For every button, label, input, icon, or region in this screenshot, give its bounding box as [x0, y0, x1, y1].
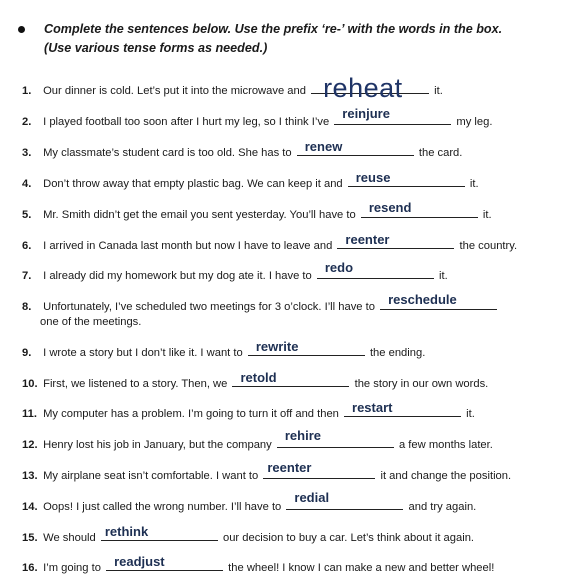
instructions-text [44, 20, 563, 58]
question-text-after: it. [438, 270, 448, 282]
question-text-after: and try again. [408, 501, 477, 513]
question-10 [22, 370, 562, 392]
instructions-line-2: (Use various tense forms as needed.) [44, 41, 268, 55]
handwritten-answer: rehire [284, 428, 321, 443]
handwritten-answer: reinjure [342, 106, 390, 121]
handwritten-answer: reenter [267, 460, 312, 475]
question-number: 4. [22, 178, 32, 190]
question-11 [22, 400, 562, 422]
question-text-before: Mr. Smith didn’t get the email you sent yesterday. You’ll have to [43, 209, 356, 221]
question-text-before: I arrived in Canada last month but now I have to leave and [43, 240, 333, 252]
question-13 [22, 460, 562, 484]
question-number: 5. [22, 209, 32, 221]
question-text-after: the wheel! I know I can make a new and better wheel! [228, 562, 495, 574]
question-text-after: the country. [459, 240, 518, 252]
handwritten-answer: reuse [355, 170, 391, 185]
instructions-line-1: Complete the sentences below. Use the prefix ‘re-’ with the words in the box. [44, 22, 503, 36]
question-text-before: I played football too soon after I hurt my leg, so I think I’ve [43, 116, 330, 128]
question-4 [22, 170, 562, 192]
question-text-before: Unfortunately, I’ve scheduled two meetings for 3 o’clock. I’ll have to [43, 301, 375, 313]
handwritten-answer: retold [240, 370, 277, 385]
question-number: 13. [22, 470, 38, 482]
answer-blank[interactable] [348, 170, 465, 187]
question-text-after: it. [434, 85, 443, 97]
question-16 [22, 554, 562, 576]
handwritten-answer: reschedule [388, 292, 457, 307]
question-3 [22, 139, 562, 161]
handwritten-answer: reheat [323, 73, 403, 103]
question-text-after: it. [466, 408, 475, 420]
question-number: 8. [22, 301, 32, 313]
question-number: 9. [22, 347, 32, 359]
question-number: 14. [22, 501, 38, 513]
handwritten-answer: resend [368, 200, 412, 215]
question-6 [22, 232, 562, 254]
answer-blank[interactable] [248, 339, 365, 356]
answer-blank[interactable] [361, 200, 478, 218]
question-8 [22, 292, 562, 330]
question-text-before: I’m going to [43, 562, 101, 574]
bullet-icon [18, 26, 25, 33]
question-text-before: Henry lost his job in January, but the company [43, 439, 272, 451]
question-number: 6. [22, 240, 32, 252]
question-number: 12. [22, 439, 38, 451]
handwritten-answer: renew [304, 139, 343, 154]
question-text-before: Oops! I just called the wrong number. I’ll have to [43, 501, 282, 513]
handwritten-answer: rewrite [255, 339, 299, 354]
question-15 [22, 524, 562, 546]
question-text-before: My computer has a problem. I’m going to turn it off and then [43, 408, 339, 420]
question-text-after: the story in our own words. [354, 378, 489, 390]
question-number: 2. [22, 116, 32, 128]
question-number: 3. [22, 147, 32, 159]
answer-blank[interactable] [317, 260, 434, 279]
handwritten-answer: redo [324, 260, 354, 275]
answer-blank[interactable] [334, 106, 451, 125]
answer-blank[interactable] [286, 490, 403, 510]
answer-blank[interactable] [263, 460, 375, 479]
question-text-after: the ending. [369, 347, 426, 359]
answer-blank[interactable] [277, 428, 394, 448]
question-text-after: my leg. [456, 116, 493, 128]
question-number: 7. [22, 270, 32, 282]
question-12 [22, 428, 562, 453]
answer-blank[interactable] [311, 73, 429, 103]
handwritten-answer: reenter [345, 232, 390, 247]
question-text-after: the card. [418, 147, 463, 159]
question-text-before: First, we listened to a story. Then, we [43, 378, 228, 390]
question-text-after: a few months later. [398, 439, 493, 451]
answer-blank[interactable] [337, 232, 454, 249]
question-text-before: I wrote a story but I don’t like it. I want to [43, 347, 243, 359]
answer-blank[interactable] [101, 524, 218, 541]
question-text-before: We should [43, 532, 96, 544]
question-text-before: Don’t throw away that empty plastic bag. We can keep it and [43, 178, 343, 190]
question-text-before: I already did my homework but my dog ate it. I have to [43, 270, 312, 282]
question-text-after: our decision to buy a car. Let’s think about it again. [222, 532, 475, 544]
question-text-after: it and change the position. [380, 470, 512, 482]
question-number: 15. [22, 532, 38, 544]
question-2 [22, 106, 562, 130]
answer-blank[interactable] [232, 370, 349, 387]
question-text-before: My classmate’s student card is too old. She has to [43, 147, 292, 159]
answer-blank[interactable] [297, 139, 414, 156]
answer-blank[interactable] [344, 400, 461, 417]
question-number: 10. [22, 378, 38, 390]
question-text-continuation: one of the meetings. [40, 316, 142, 328]
question-number: 16. [22, 562, 38, 574]
question-text-after: it. [482, 209, 492, 221]
question-7 [22, 260, 562, 284]
question-9 [22, 339, 562, 361]
handwritten-answer: redial [294, 490, 330, 505]
question-text-before: Our dinner is cold. Let’s put it into the microwave and [43, 85, 306, 97]
question-14 [22, 490, 562, 515]
question-5 [22, 200, 562, 223]
answer-blank[interactable] [380, 292, 497, 310]
question-number: 11. [22, 408, 37, 420]
handwritten-answer: restart [352, 400, 393, 415]
handwritten-answer: readjust [114, 554, 165, 569]
question-number: 1. [22, 85, 32, 97]
question-1 [22, 73, 562, 103]
answer-blank[interactable] [106, 554, 223, 571]
question-text-after: it. [469, 178, 479, 190]
handwritten-answer: rethink [104, 524, 149, 539]
instructions [18, 20, 563, 58]
question-text-before: My airplane seat isn’t comfortable. I want to [43, 470, 259, 482]
